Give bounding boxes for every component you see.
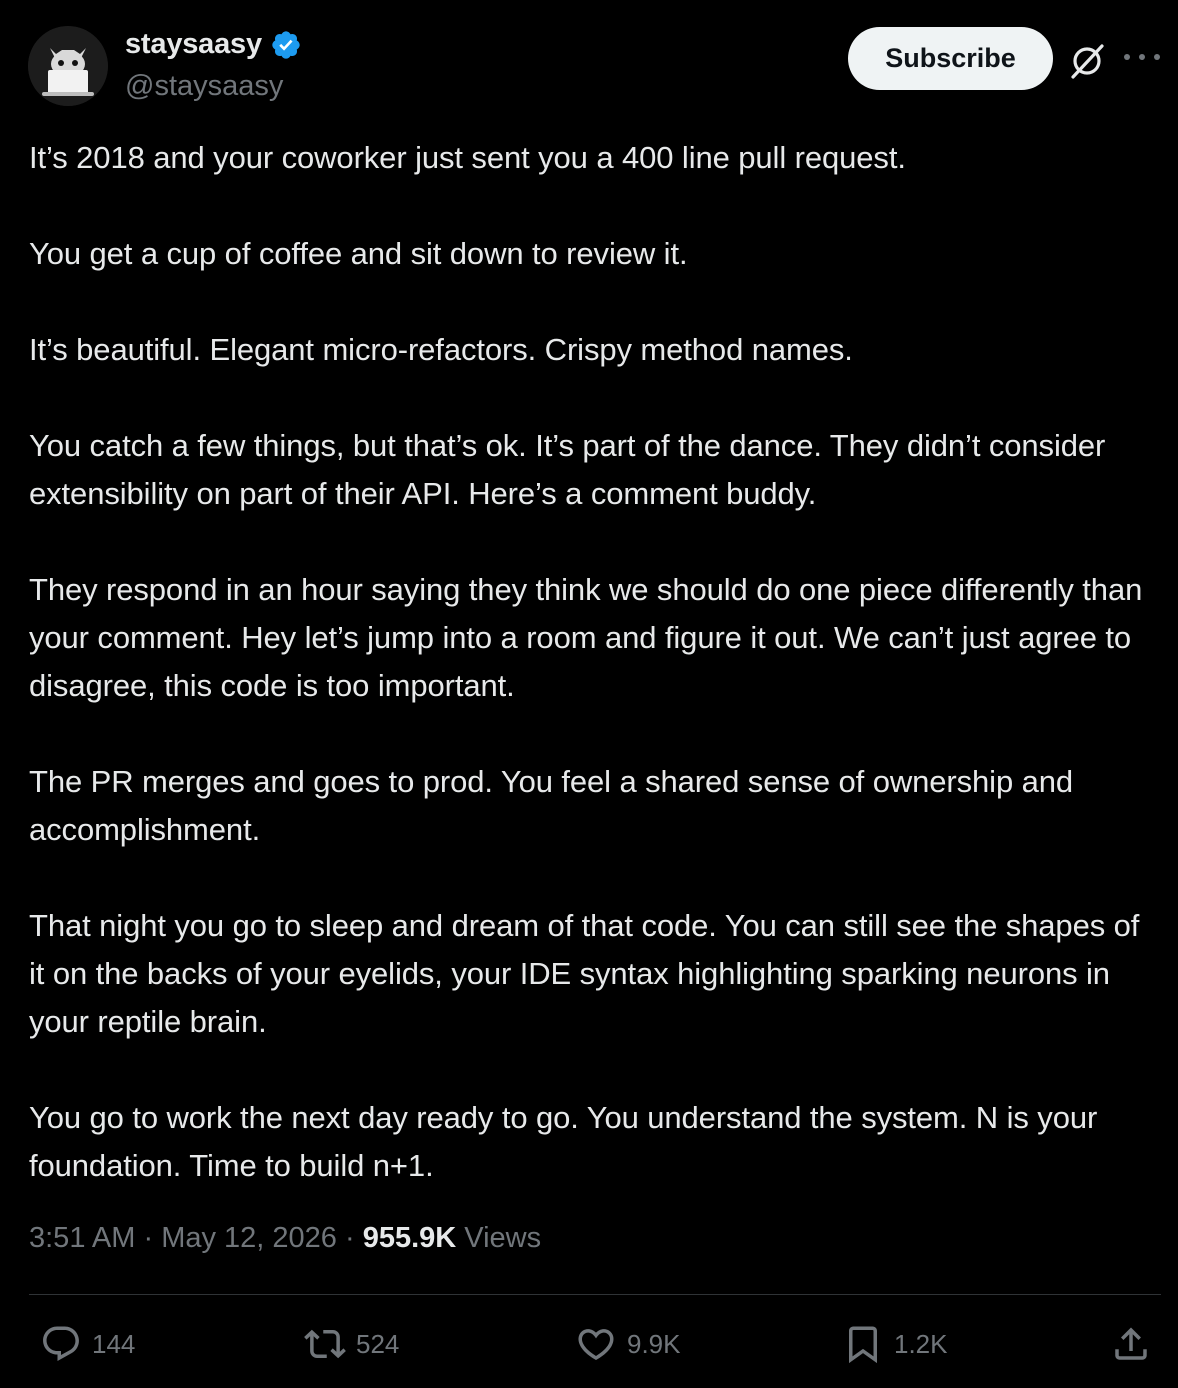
reply-count: 144 [92,1328,136,1359]
bookmark-count: 1.2K [894,1328,948,1359]
bookmark-icon [842,1323,884,1365]
more-options-icon[interactable] [1124,45,1160,69]
share-button[interactable] [1110,1322,1152,1366]
tweet-meta [29,1222,541,1255]
tweet-paragraph: It’s beautiful. Elegant micro-refactors. Crispy method names. [29,332,853,367]
tweet-paragraph: You get a cup of coffee and sit down to review it. [29,236,688,271]
tweet-paragraph: The PR merges and goes to prod. You feel a shared sense of ownership and accomplishment. [29,764,1074,847]
tweet-paragraph: You go to work the next day ready to go. You understand the system. N is your foundation. Time to build n+1. [29,1100,1098,1183]
tweet-paragraph: They respond in an hour saying they think we should do one piece differently than your comment. Hey let’s jump into a room and figure it out. We can’t just agree to disagree, this code is too important. [29,572,1143,703]
grok-icon[interactable] [1066,40,1108,82]
tweet-text [29,134,1154,1190]
views-count: 955.9K [362,1222,457,1254]
like-button[interactable] [575,1322,681,1366]
verified-badge-icon [270,29,302,61]
author-display-name[interactable]: staysaasy [125,28,262,60]
divider [29,1294,1161,1295]
repost-icon [304,1323,346,1365]
meta-separator: · [135,1222,162,1254]
author-name-row[interactable] [125,28,302,61]
dot [1154,54,1160,60]
avatar-cat-icon [28,26,108,106]
meta-separator: · [336,1222,363,1254]
reply-button[interactable] [40,1322,135,1366]
like-count: 9.9K [627,1328,681,1359]
post-date[interactable]: May 12, 2026 [161,1222,337,1254]
author-handle[interactable]: @staysaasy [125,70,284,102]
views-label: Views [456,1222,542,1254]
tweet-paragraph: You catch a few things, but that’s ok. It’s part of the dance. They didn’t consider extensibility on part of their API. Here’s a comment buddy. [29,428,1106,511]
reply-icon [40,1323,82,1365]
tweet-paragraph: It’s 2018 and your coworker just sent you a 400 line pull request. [29,140,906,175]
post-time[interactable]: 3:51 AM [29,1222,136,1254]
repost-count: 524 [356,1328,400,1359]
repost-button[interactable] [304,1322,399,1366]
heart-icon [575,1323,617,1365]
dot [1124,54,1130,60]
subscribe-button[interactable]: Subscribe [848,27,1053,90]
bookmark-button[interactable] [842,1322,948,1366]
share-icon [1110,1323,1152,1365]
avatar[interactable] [28,26,108,106]
tweet-paragraph: That night you go to sleep and dream of that code. You can still see the shapes of it on the backs of your eyelids, your IDE syntax highlighting sparking neurons in your reptile brain. [29,908,1140,1039]
dot [1139,54,1145,60]
